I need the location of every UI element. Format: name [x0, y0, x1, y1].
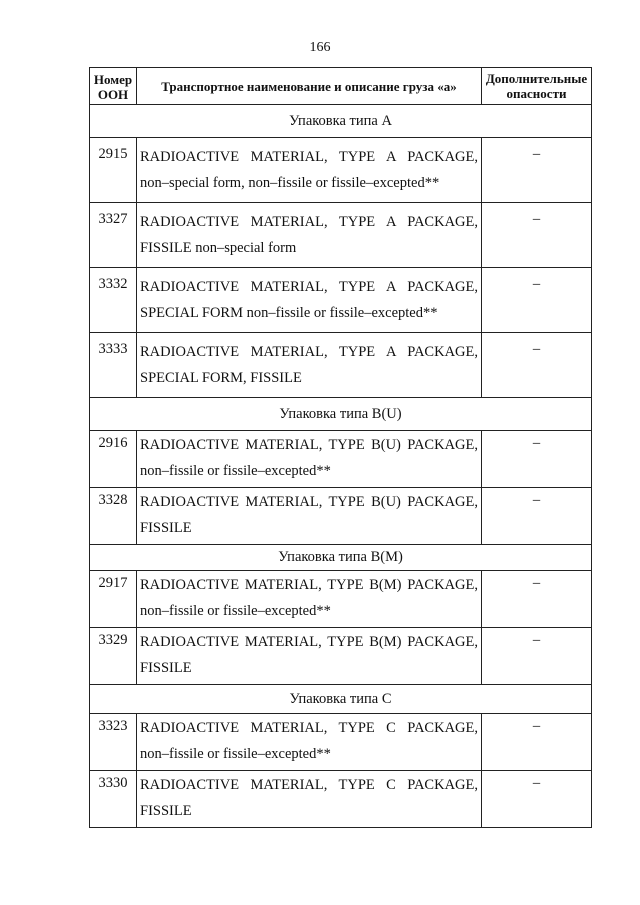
table-row	[90, 203, 592, 268]
description-line: RADIOACTIVE MATERIAL, TYPE B(M) PACKAGE,	[140, 577, 478, 593]
description-cell	[137, 333, 482, 398]
section-title: Упаковка типа B(U)	[90, 398, 592, 431]
table-row	[90, 488, 592, 545]
un-number-cell: 2915	[90, 138, 137, 203]
description-line: non–special form, non–fissile or fissile–excepted**	[140, 175, 440, 191]
description-line: SPECIAL FORM non–fissile or fissile–excepted**	[140, 305, 438, 321]
table-row	[90, 431, 592, 488]
un-number-cell: 3332	[90, 268, 137, 333]
additional-hazard-cell: –	[482, 571, 592, 628]
table-row	[90, 138, 592, 203]
un-number-cell: 2916	[90, 431, 137, 488]
un-number-cell: 3330	[90, 771, 137, 828]
table-row	[90, 268, 592, 333]
un-number-cell: 3323	[90, 714, 137, 771]
description-cell	[137, 771, 482, 828]
description-cell	[137, 138, 482, 203]
description-cell	[137, 431, 482, 488]
additional-hazard-cell: –	[482, 333, 592, 398]
table-row	[90, 628, 592, 685]
description-cell	[137, 714, 482, 771]
additional-hazard-cell: –	[482, 138, 592, 203]
description-line: FISSILE	[140, 803, 192, 819]
description-cell	[137, 268, 482, 333]
description-line: SPECIAL FORM, FISSILE	[140, 370, 302, 386]
un-number-cell: 3333	[90, 333, 137, 398]
description-line: FISSILE	[140, 520, 192, 536]
additional-hazard-cell: –	[482, 771, 592, 828]
additional-hazard-cell: –	[482, 268, 592, 333]
description-cell	[137, 571, 482, 628]
description-cell	[137, 628, 482, 685]
description-line: RADIOACTIVE MATERIAL, TYPE A PACKAGE,	[140, 214, 478, 230]
section-title: Упаковка типа А	[90, 105, 592, 138]
un-number-cell: 2917	[90, 571, 137, 628]
description-line: FISSILE	[140, 660, 192, 676]
description-line: RADIOACTIVE MATERIAL, TYPE C PACKAGE,	[140, 720, 478, 736]
additional-hazard-cell: –	[482, 628, 592, 685]
description-line: non–fissile or fissile–excepted**	[140, 746, 331, 762]
table-row	[90, 771, 592, 828]
page-number: 166	[309, 40, 331, 55]
un-number-cell: 3328	[90, 488, 137, 545]
table-row	[90, 333, 592, 398]
description-line: RADIOACTIVE MATERIAL, TYPE A PACKAGE,	[140, 279, 478, 295]
additional-hazard-cell: –	[482, 714, 592, 771]
description-line: non–fissile or fissile–excepted**	[140, 603, 331, 619]
header-additional-hazards: Дополнительные опасности	[482, 68, 592, 105]
description-line: RADIOACTIVE MATERIAL, TYPE A PACKAGE,	[140, 149, 478, 165]
description-line: RADIOACTIVE MATERIAL, TYPE A PACKAGE,	[140, 344, 478, 360]
table-row	[90, 571, 592, 628]
table-row	[90, 714, 592, 771]
section-row-type-bu	[90, 398, 592, 431]
un-number-cell: 3327	[90, 203, 137, 268]
description-cell	[137, 203, 482, 268]
dangerous-goods-table	[89, 67, 592, 828]
description-line: RADIOACTIVE MATERIAL, TYPE B(M) PACKAGE,	[140, 634, 478, 650]
header-description: Транспортное наименование и описание груза «а»	[137, 68, 482, 105]
section-title: Упаковка типа B(M)	[90, 545, 592, 571]
section-title: Упаковка типа С	[90, 685, 592, 714]
section-row-type-c	[90, 685, 592, 714]
additional-hazard-cell: –	[482, 203, 592, 268]
description-line: RADIOACTIVE MATERIAL, TYPE C PACKAGE,	[140, 777, 478, 793]
header-un-number: Номер ООН	[90, 68, 137, 105]
additional-hazard-cell: –	[482, 488, 592, 545]
description-line: RADIOACTIVE MATERIAL, TYPE B(U) PACKAGE,	[140, 494, 478, 510]
description-line: FISSILE non–special form	[140, 240, 297, 256]
description-line: non–fissile or fissile–excepted**	[140, 463, 331, 479]
section-row-type-a	[90, 105, 592, 138]
table-header-row	[90, 68, 592, 105]
section-row-type-bm	[90, 545, 592, 571]
un-number-cell: 3329	[90, 628, 137, 685]
description-line: RADIOACTIVE MATERIAL, TYPE B(U) PACKAGE,	[140, 437, 478, 453]
description-cell	[137, 488, 482, 545]
additional-hazard-cell: –	[482, 431, 592, 488]
